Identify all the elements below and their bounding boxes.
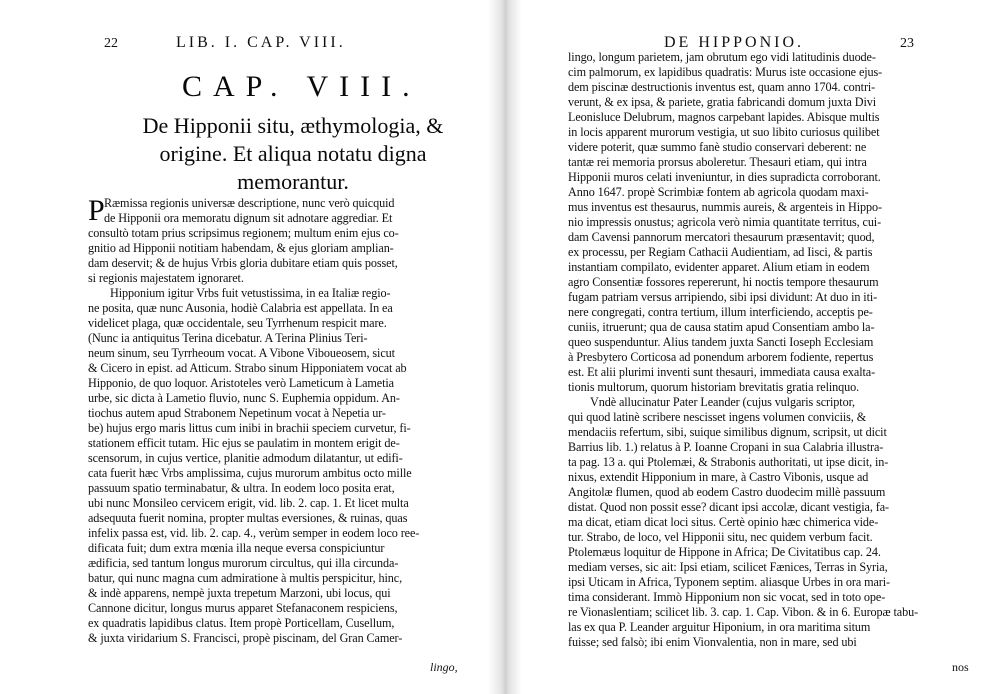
chapter-heading: CAP. VIII. xyxy=(182,70,421,103)
text-line: cuniis, itruerunt; qua de causa statim apud Consentiam ambo la- xyxy=(568,320,875,334)
text-line: tiochus autem apud Strabonem Nepetinum vocat à Nepetia ur- xyxy=(88,406,386,420)
left-body-text xyxy=(0,196,482,646)
chapter-title xyxy=(106,112,480,196)
text-line: ma dicat, etiam dicat loci situs. Certè opinio hæc chimerica vide- xyxy=(568,515,879,529)
text-line: tur. Strabo, de loco, vel Hipponii situ, nec quidem verbum facit. xyxy=(568,530,873,544)
text-line: fugam patriam versus arripiendo, sibi ipsi dividunt: At duo in iti- xyxy=(568,290,878,304)
text-line: Barrius lib. 1.) relatus à P. Ioanne Cropani in sua Calabria illustra- xyxy=(568,440,884,454)
text-line: Hipponio, de quo loquor. Aristoteles verò Lameticum à Lametia xyxy=(88,376,394,390)
text-line: in locis apparent murorum vestigia, ut suo libito curiosus quilibet xyxy=(568,125,880,139)
text-line: nere congregati, contra tertium, illum interficiendo, acceptis pe- xyxy=(568,305,873,319)
text-line: videlicet plaga, quæ occidentale, seu Tyrrhenum respicit mare. xyxy=(88,316,387,330)
text-line: nixus, extendit Hipponium in mare, à Castro Vibonis, usque ad xyxy=(568,470,869,484)
text-line: tima considerant. Immò Hipponium non sic vocat, sed in toto ope- xyxy=(568,590,886,604)
text-line: Leonisluce Delubrum, magnos carpebant lapides. Abisque multis xyxy=(568,110,880,124)
text-line: dam Cavensi pannorum mercatori thesaurum præsentavit; quod, xyxy=(568,230,875,244)
text-line: ædificia, sed tantum longus murorum circultus, qui illa circunda- xyxy=(88,556,399,570)
left-running-head: LIB. I. CAP. VIII. xyxy=(176,34,346,51)
text-line: stationem efficit tutam. Hic ejus se paulatim in montem erigit de- xyxy=(88,436,400,450)
text-line: ex processu, per Regiam Cathacii Audientiam, ad Iisci, & partis xyxy=(568,245,873,259)
right-page xyxy=(522,0,1000,694)
text-line: urbe, sic dicta à Lametio fluvio, nunc S. Euphemia oppidum. An- xyxy=(88,391,400,405)
text-line: queo suspenduntur. Alius tandem juxta Sancti Ioseph Ecclesiam xyxy=(568,335,874,349)
text-line: las ex qua P. Leander arguitur Hiponium, in ora maritima situm xyxy=(568,620,871,634)
text-line: nio impressis onustus; agricola verò nimia quantitate territus, cui- xyxy=(568,215,882,229)
text-line: re Vionaslentiam; scilicet lib. 3. cap. 1. Cap. Vibon. & in 6. Europæ tabu- xyxy=(568,605,919,619)
text-line: à Presbytero Corticosa ad ponendum arborem fodiente, repertus xyxy=(568,350,874,364)
text-line: agro Consentiæ fossores repererunt, hi noctis tempore thesaurum xyxy=(568,275,879,289)
text-line: ubi nunc Monsileo cervicem erigit, vid. lib. 2. cap. 1. Et licet multa xyxy=(88,496,409,510)
text-line: & Cicero in epist. ad Atticum. Strabo sinum Hipponiatem vocat ab xyxy=(88,361,407,375)
left-catchword: lingo, xyxy=(430,660,458,674)
text-line: Ptolemæus loquitur de Hippone in Africa; De Civitatibus cap. 24. xyxy=(568,545,881,559)
text-line: distat. Quod non possit esse? dicant ipsi accolæ, dicant vestigia, fa- xyxy=(568,500,889,514)
right-body-text xyxy=(522,50,1000,650)
text-line: passuum spatio terminabatur, & ultra. In eodem loco posita erat, xyxy=(88,481,395,495)
chapter-title-line: origine. Et aliqua notatu digna xyxy=(159,141,427,166)
text-line: si regionis majestatem ignoraret. xyxy=(88,271,244,285)
chapter-title-line: memorantur. xyxy=(237,169,349,194)
text-line: neum sinum, seu Tyrrheoum vocat. A Vibone Viboueosem, sicut xyxy=(88,346,395,360)
text-line: dem piscinæ destructionis inventus est, quam anno 1704. contri- xyxy=(568,80,876,94)
text-line: Cannone dicitur, longus murus apparet Stefanaconem respiciens, xyxy=(88,601,398,615)
text-line: cim palmorum, ex lapidibus quadratis: Murus iste occasione ejus- xyxy=(568,65,883,79)
text-line: Hipponium igitur Vrbs fuit vetustissima, in ea Italiæ regio- xyxy=(110,286,391,300)
text-line: (Nunc ia antiquitus Terina dicebatur. A Terina Plinius Teri- xyxy=(88,331,368,345)
text-line: ta pag. 13 a. qui Ptolemæi, & Strabonis authoritati, ut ipse dicit, in- xyxy=(568,455,889,469)
text-line: lingo, longum parietem, jam obrutum ego vidi latitudinis duode- xyxy=(568,50,876,64)
right-catchword: nos xyxy=(952,660,969,674)
text-line: fuisse; sed falsò; ibi enim Vionvalentia, non in mare, sed ubi xyxy=(568,635,857,649)
text-line: tionis multorum, quorum historiam brevitatis gratia relinquo. xyxy=(568,380,860,394)
text-line: batur, qui nunc magna cum admiratione à multis perspicitur, hinc, xyxy=(88,571,403,585)
text-line: Anno 1647. propè Scrimbiæ fontem ab agricola quodam maxi- xyxy=(568,185,869,199)
text-line: Vndè allucinatur Pater Leander (cujus vulgaris scriptor, xyxy=(590,395,855,409)
text-line: scensorum, in cujus vertice, planitie admodum dilatantur, ut edifi- xyxy=(88,451,403,465)
text-line: ex quadratis lapidibus clatus. Item propè Porticellam, Cusellum, xyxy=(88,616,395,630)
text-line: be) hujus ergo maris littus cum inibi in brachii speciem curvetur, fi- xyxy=(88,421,411,435)
text-line: dificata fuit; dum extra mœnia illa neque eversa conspiciuntur xyxy=(88,541,385,555)
drop-cap: P xyxy=(88,194,105,227)
text-line: infelix passa est, vid. lib. 2. cap. 4., verùm semper in eodem loco ree- xyxy=(88,526,420,540)
text-line: & indè apparens, nempè juxta trepetum Marzoni, ubi locus, qui xyxy=(88,586,391,600)
text-line: est. Et alii plurimi inventi sunt thesauri, immediata causa exalta- xyxy=(568,365,876,379)
text-line: & juxta viridarium S. Francisci, propè piscinam, del Gran Camer- xyxy=(88,631,403,645)
text-line: cata fuerit hæc Vrbs amplissima, cujus murorum ambitus octo mille xyxy=(88,466,412,480)
book-gutter xyxy=(488,0,522,694)
text-line: dam deservit; & de hujus Vrbis gloria dubitare etiam quis posset, xyxy=(88,256,398,270)
text-line: tantæ rei memoria prorsus aboleretur. Thesauri etiam, qui intra xyxy=(568,155,867,169)
left-page-number: 22 xyxy=(104,36,118,51)
text-line: videre poterit, quæ summo fanè studio conservari deberent: ne xyxy=(568,140,867,154)
text-line: consultò totam prius scripsimus regionem; multum enim ejus co- xyxy=(88,226,399,240)
text-line: gnitio ad Hipponii notitiam habendam, & ejus gloriam amplian- xyxy=(88,241,394,255)
chapter-title-line: De Hipponii situ, æthymologia, & xyxy=(142,113,444,138)
text-line: Hipponii muros celati inveniuntur, in dies supradicta corroborant. xyxy=(568,170,881,184)
text-line: verunt, & ex ipsa, & pariete, gratia fabricandi domum juxta Divi xyxy=(568,95,877,109)
text-line: qui quod latinè scribere nescisset ingens volumen conviciis, & xyxy=(568,410,867,424)
text-line: Ræmissa regionis universæ descriptione, nunc verò quicquid xyxy=(104,196,395,210)
text-line: Angitolæ flumen, quod ab eodem Castro duodecim millè passuum xyxy=(568,485,886,499)
text-line: ipsi Uticam in Africa, Typonem septim. aliasque Urbes in ora mari- xyxy=(568,575,890,589)
text-line: de Hipponii ora memoratu dignum sit adnotare aggrediar. Et xyxy=(104,211,393,225)
text-line: mendaciis refertum, sibi, suique similibus dignum, scripsit, ut dicit xyxy=(568,425,887,439)
left-page xyxy=(0,0,492,694)
right-page-number: 23 xyxy=(900,36,914,51)
text-line: adsequuta fuerit nomina, propter multas eversiones, & ruinas, quas xyxy=(88,511,408,525)
text-line: mus inventus est thesaurus, nummis aureis, & argenteis in Hippo- xyxy=(568,200,882,214)
text-line: ne posita, quæ nunc Ausonia, hodiè Calabria est appellata. In ea xyxy=(88,301,393,315)
text-line: mediam verses, sic ait: Ipsi etiam, scilicet Fænices, Terras in Syria, xyxy=(568,560,888,574)
text-line: instantiam compilato, evidenter apparet. Alium etiam in eodem xyxy=(568,260,870,274)
right-running-head: DE HIPPONIO. xyxy=(664,34,804,51)
